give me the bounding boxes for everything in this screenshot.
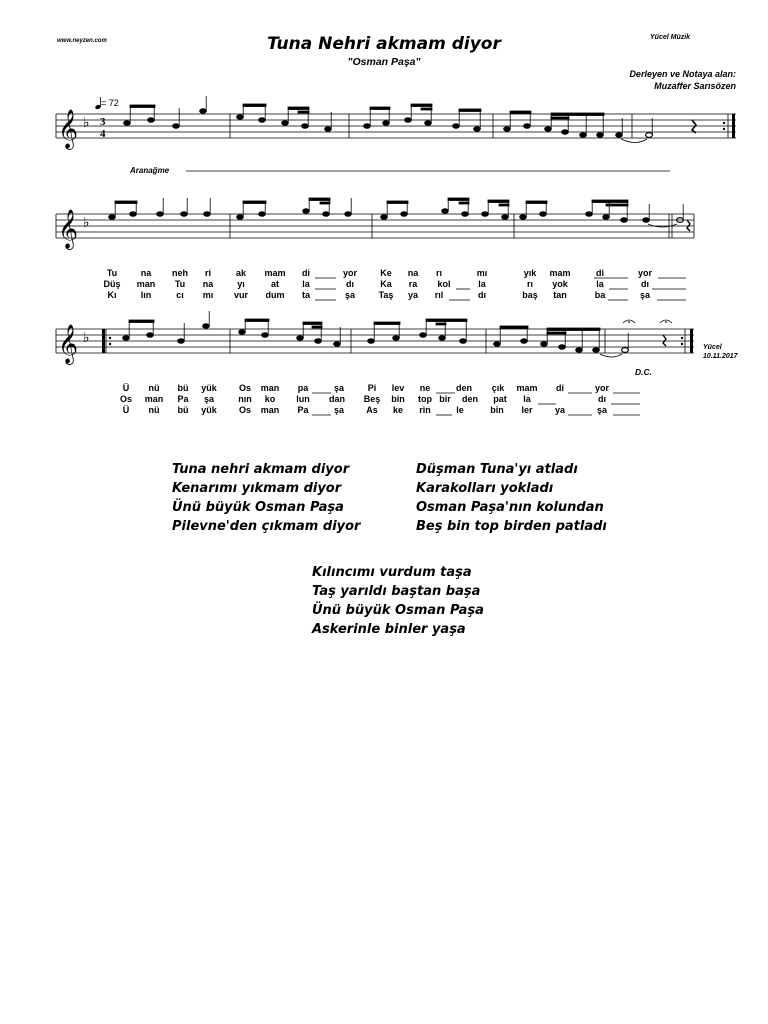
lyric-extender-lines <box>0 383 768 419</box>
syllable: man <box>136 279 156 289</box>
syllable: Ke <box>380 268 392 278</box>
syllable: rıl <box>434 290 444 300</box>
syllable: na <box>202 279 214 289</box>
syllable: neh <box>171 268 189 278</box>
syllable: lev <box>391 383 405 393</box>
syllable: Ka <box>380 279 392 289</box>
svg-text:4: 4 <box>100 128 106 140</box>
syllable: kol <box>437 279 451 289</box>
syllable: yı <box>237 279 245 289</box>
syllable: Ü <box>122 405 130 415</box>
syllable: ra <box>408 279 418 289</box>
syllable: şa <box>333 405 345 415</box>
syllable: rı <box>526 279 534 289</box>
syllable: lun <box>296 394 310 404</box>
syllable: bin <box>391 394 405 404</box>
syllable: le <box>456 405 464 415</box>
signature-block <box>703 343 738 361</box>
syllable: den <box>461 394 479 404</box>
svg-text:𝄞: 𝄞 <box>58 109 79 149</box>
syllable: yık <box>523 268 537 278</box>
syllable: ler <box>521 405 533 415</box>
syllable: mam <box>264 268 286 278</box>
syllable: ne <box>419 383 431 393</box>
credit-line-2: Muzaffer Sarısözen <box>654 81 736 91</box>
syllable: mam <box>516 383 538 393</box>
svg-text:♭: ♭ <box>83 215 90 231</box>
verse-line: Ünü büyük Osman Paşa <box>312 603 484 618</box>
syllable: yor <box>637 268 653 278</box>
verse-line: Düşman Tuna'yı atladı <box>416 462 578 477</box>
syllable: ya <box>554 405 566 415</box>
syllable: nü <box>148 405 160 415</box>
syllable: di <box>302 268 310 278</box>
syllable: bü <box>177 405 189 415</box>
syllable: As <box>366 405 378 415</box>
syllable: la <box>523 394 531 404</box>
syllable: den <box>455 383 473 393</box>
syllable: na <box>407 268 419 278</box>
svg-text:♭: ♭ <box>83 330 90 346</box>
syllable: ba <box>594 290 606 300</box>
svg-text:𝄞: 𝄞 <box>58 324 79 364</box>
syllable: man <box>144 394 164 404</box>
syllable: yok <box>552 279 568 289</box>
syllable: na <box>140 268 152 278</box>
syllable: dum <box>265 290 285 300</box>
syllable: bü <box>177 383 189 393</box>
syllable: mı <box>202 290 214 300</box>
syllable: Kı <box>107 290 117 300</box>
syllable: ak <box>235 268 247 278</box>
syllable: ke <box>392 405 404 415</box>
syllable: yük <box>201 383 217 393</box>
syllable: şa <box>596 405 608 415</box>
syllable: Ü <box>122 383 130 393</box>
syllable: mı <box>476 268 488 278</box>
interlude-label: Aranağme <box>130 166 170 175</box>
syllable: la <box>478 279 486 289</box>
syllable: ko <box>264 394 276 404</box>
credit-line-1: Derleyen ve Notaya alan: <box>629 69 736 79</box>
verse-line: Karakolları yokladı <box>416 481 554 496</box>
verse-line: Askerinle binler yaşa <box>312 622 466 637</box>
syllable: dı <box>598 394 606 404</box>
syllable: man <box>260 383 280 393</box>
syllable: Pa <box>177 394 189 404</box>
lyric-extender-lines <box>0 268 768 304</box>
verse-line: Pilevne'den çıkmam diyor <box>172 519 361 534</box>
syllable: lın <box>140 290 152 300</box>
syllable: şa <box>639 290 651 300</box>
svg-text:3: 3 <box>100 116 106 128</box>
syllable: Pa <box>297 405 309 415</box>
verse-line: Kılıncımı vurdum taşa <box>312 565 472 580</box>
syllable: dı <box>641 279 649 289</box>
staff-system-3 <box>0 315 768 375</box>
verse-line: Kenarımı yıkmam diyor <box>172 481 342 496</box>
tempo-marking: = 72 <box>101 98 119 108</box>
syllable: dan <box>328 394 346 404</box>
syllable: çık <box>491 383 505 393</box>
syllable: pat <box>493 394 507 404</box>
site-url: www.neyzen.com <box>57 38 107 44</box>
verse-block-center <box>312 563 484 639</box>
syllable: yor <box>594 383 610 393</box>
syllable: nın <box>238 394 252 404</box>
verse-line: Beş bin top birden patladı <box>416 519 607 534</box>
verse-line: Taş yarıldı baştan başa <box>312 584 481 599</box>
syllable: ya <box>407 290 419 300</box>
staff-system-1 <box>0 100 768 170</box>
syllable: di <box>556 383 564 393</box>
staff-system-2 <box>0 200 768 260</box>
syllable: man <box>260 405 280 415</box>
syllable: yük <box>201 405 217 415</box>
signature-date: 10.11.2017 <box>703 353 738 360</box>
syllable: şa <box>203 394 215 404</box>
syllable: Os <box>238 383 252 393</box>
syllable: şa <box>344 290 356 300</box>
syllable: bin <box>490 405 504 415</box>
syllable: rı <box>435 268 443 278</box>
syllable: ri <box>204 268 212 278</box>
syllable: pa <box>297 383 309 393</box>
svg-text:♭: ♭ <box>83 115 90 131</box>
syllable: tan <box>553 290 567 300</box>
signature-name: Yücel <box>703 344 722 351</box>
syllable: yor <box>342 268 358 278</box>
syllable: ta <box>301 290 311 300</box>
syllable: cı <box>176 290 184 300</box>
song-subtitle: "Osman Paşa" <box>347 56 421 68</box>
syllable: dı <box>346 279 354 289</box>
syllable: di <box>596 268 604 278</box>
syllable: nü <box>148 383 160 393</box>
verse-block-right <box>416 460 607 536</box>
verse-line: Tuna nehri akmam diyor <box>172 462 350 477</box>
publisher-name: Yücel Müzik <box>650 34 691 41</box>
syllable: Düş <box>103 279 121 289</box>
verse-line: Osman Paşa'nın kolundan <box>416 500 604 515</box>
syllable: rin <box>419 405 431 415</box>
syllable: Pi <box>367 383 377 393</box>
verse-block-left <box>172 460 360 536</box>
syllable: bir <box>439 394 451 404</box>
syllable: vur <box>233 290 249 300</box>
syllable: mam <box>549 268 571 278</box>
syllable: Os <box>238 405 252 415</box>
syllable: Tu <box>174 279 186 289</box>
verse-line: Ünü büyük Osman Paşa <box>172 500 344 515</box>
syllable: Taş <box>378 290 394 300</box>
syllable: baş <box>522 290 538 300</box>
syllable: top <box>418 394 432 404</box>
syllable: la <box>596 279 604 289</box>
svg-text:𝄞: 𝄞 <box>58 209 79 249</box>
syllable: dı <box>478 290 486 300</box>
syllable: Beş <box>363 394 381 404</box>
syllable: at <box>270 279 280 289</box>
syllable: şa <box>333 383 345 393</box>
da-capo-label: D.C. <box>635 367 652 377</box>
syllable: la <box>302 279 310 289</box>
syllable: Tu <box>106 268 118 278</box>
song-title: Tuna Nehri akmam diyor <box>267 34 501 54</box>
syllable: Os <box>119 394 133 404</box>
